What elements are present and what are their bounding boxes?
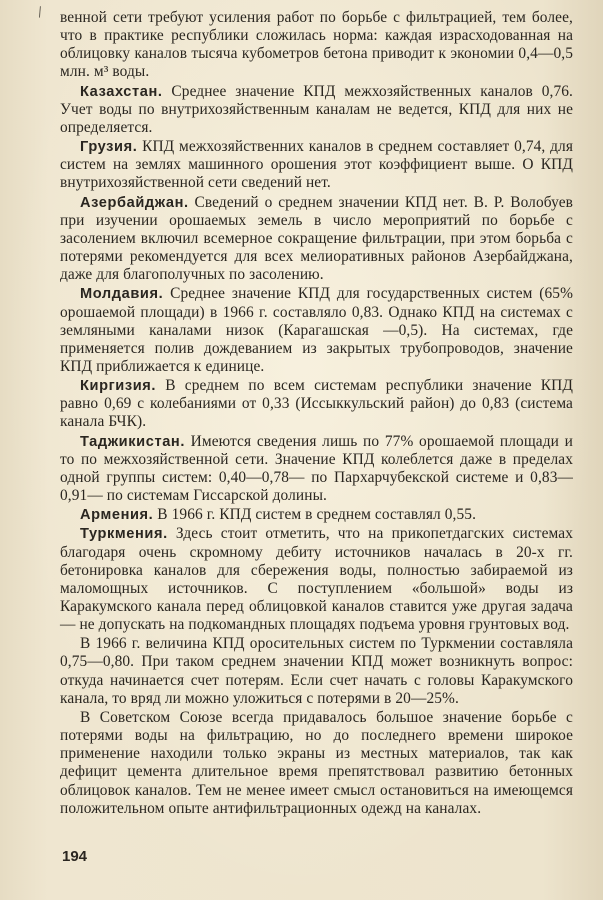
paragraph-kirghizia [60, 377, 573, 431]
paragraph-heading: Азербайджан. [80, 194, 189, 211]
paragraph-heading: Таджикистан. [80, 433, 185, 450]
paragraph-kazakhstan [60, 83, 573, 137]
paragraph-text: В среднем по всем системам республики значение КПД равно 0,69 с колебаниями от 0,33 (Иссыккульский район) до 0,83 (система канала БЧК). [60, 377, 573, 431]
paragraph-text: Среднее значение КПД межхозяйственных каналов 0,76. Учет воды по внутрихозяйственным каналам не ведется, КПД для них не определяется. [60, 82, 573, 136]
paragraph-turkmenia-1966 [60, 635, 573, 708]
body-text [60, 9, 573, 818]
page-number: 194 [62, 848, 88, 865]
paragraph-heading: Армения. [80, 507, 154, 524]
paragraph-tajikistan [60, 433, 573, 506]
paragraph-turkmenia [60, 525, 573, 634]
paragraph-text: Среднее значение КПД для государственных систем (65% орошаемой площади) в 1966 г. составляло 0,83. Однако КПД на системах с земляными каналами низок (Карагашская —0,5). На системах, где применяется полив дождеванием из закрытых трубопроводов, значение КПД приближается к единице. [60, 285, 573, 375]
paragraph-text: В Советском Союзе всегда придавалось большое значение борьбе с потерями воды на фильтрацию, но до последнего времени широкое применение находили только экраны из местных материалов, так как дефицит цемента длительное время препятствовал развитию бетонных облицовок каналов. Тем не менее имеет смысл остановиться на имеющемся положительном опыте антифильтрационных одежд на каналах. [60, 708, 573, 817]
paragraph-continuation [60, 9, 573, 82]
paragraph-heading: Киргизия. [80, 378, 157, 395]
paragraph-heading: Молдавия. [80, 286, 164, 303]
paragraph-text: Здесь стоит отметить, что на прикопетдагских системах благодаря очень скромному дебиту источников началась в 20-х гг. бетонировка каналов для сбережения воды, полностью забираемой из маломощных источников. С поступлением «большой» воды из Каракумского канала перед облицовкой каналов ставится уже другая задача — не допускать на подкомандных площадях подъема уровня грунтовых вод. [60, 525, 573, 634]
paragraph-text: Имеются сведения лишь по 77% орошаемой площади и то по межхозяйственной сети. Значение КПД колеблется даже в пределах одной группы систем: 0,40—0,78— по Пархарчубекской системе и 0,83—0,91— по системам Гиссарской долины. [60, 432, 573, 505]
paragraph-heading: Туркмения. [80, 526, 168, 543]
paragraph-heading: Грузия. [80, 139, 138, 156]
paragraph-heading: Казахстан. [80, 83, 163, 100]
paragraph-text: В 1966 г. величина КПД оросительных систем по Туркмении составляла 0,75—0,80. При таком среднем значении КПД может возникнуть вопрос: откуда начинается счет потерям. Если счет начать с головы Каракумского канала, то вряд ли можно уложиться с потерями в 20—25%. [60, 635, 573, 707]
paragraph-azerbaijan [60, 194, 573, 285]
paragraph-text: венной сети требуют усиления работ по борьбе с фильтрацией, тем более, что в практике республики сложилась норма: каждая израсходованная на облицовку каналов тысяча кубометров бетона приводит к экономии 0,4—0,5 млн. м³ воды. [60, 9, 573, 81]
paragraph-text: КПД межхозяйственних каналов в среднем составляет 0,74, для систем на землях машинного орошения этот коэффициент выше. О КПД внутрихозяйственной сети сведений нет. [60, 138, 573, 192]
paragraph-georgia [60, 138, 573, 192]
paragraph-soviet-union [60, 709, 573, 818]
paragraph-moldavia [60, 285, 573, 376]
paragraph-armenia [60, 506, 573, 524]
pencil-mark: / [35, 3, 45, 22]
paragraph-text: В 1966 г. КПД систем в среднем составлял 0,55. [153, 506, 477, 524]
paragraph-text: Сведений о среднем значении КПД нет. В. Р. Волобуев при изучении орошаемых земель в число мероприятий по борьбе с засолением включил всемерное сокращение фильтрации, при этом борьба с потерями рекомендуется для всех мелиоративных районов Азербайджана, даже для благополучных по засолению. [60, 193, 573, 284]
